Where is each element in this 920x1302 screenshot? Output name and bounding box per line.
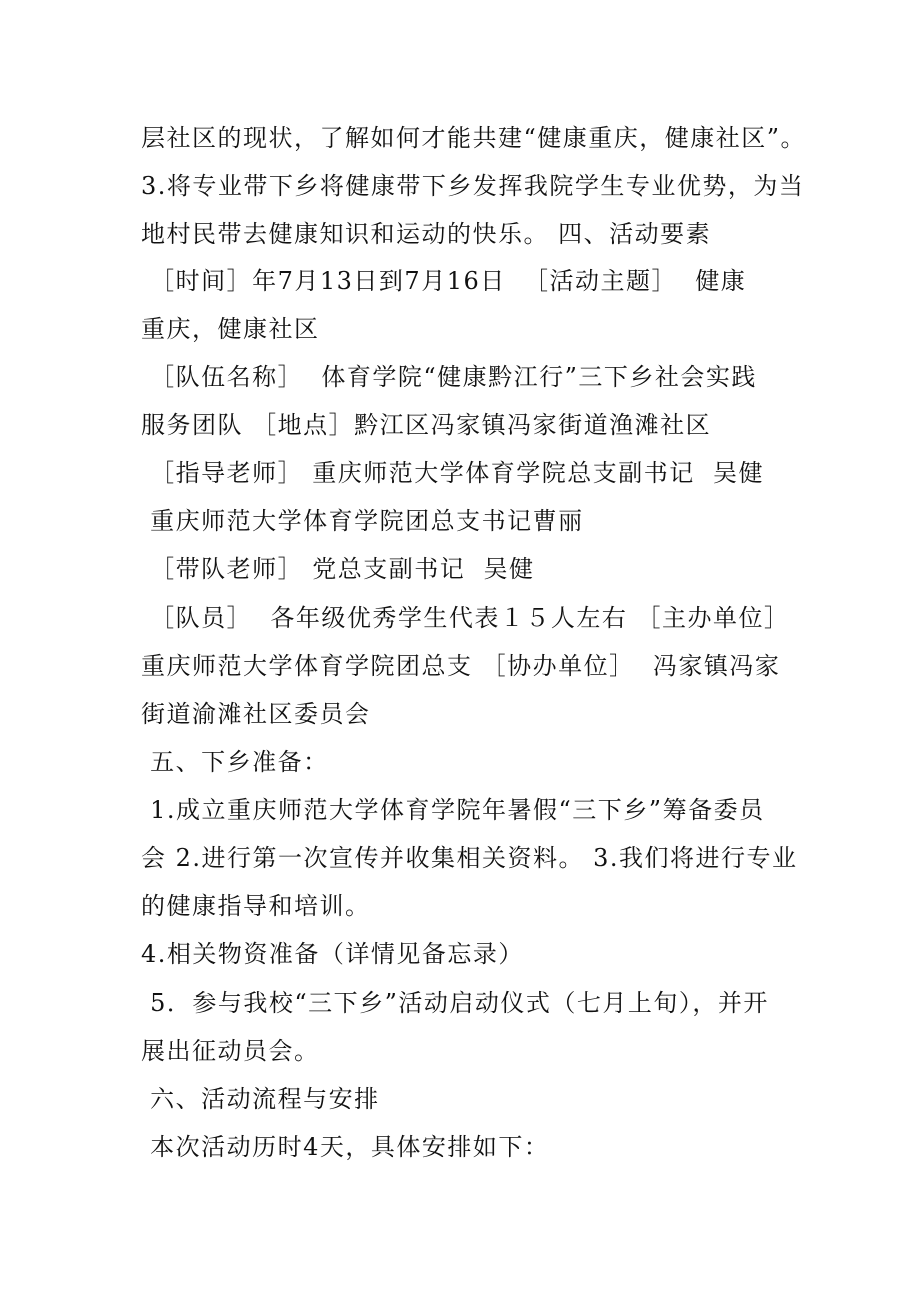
text-line: 重庆师范大学体育学院团总支书记曹丽 xyxy=(141,507,584,535)
text-line: ［带队老师］ 党总支副书记 吴健 xyxy=(141,555,535,583)
text-line: ［队员］ 各年级优秀学生代表１５人左右 ［主办单位］ xyxy=(141,604,790,632)
text-line: 重庆，健康社区 xyxy=(141,315,320,343)
text-line: 本次活动历时4天，具体安排如下： xyxy=(141,1133,550,1161)
text-line: 3.将专业带下乡将健康带下乡发挥我院学生专业优势，为当 xyxy=(141,172,805,200)
text-line: 4.相关物资准备（详情见备忘录） xyxy=(141,940,524,968)
text-line: 展出征动员会。 xyxy=(141,1037,320,1065)
text-line: ［时间］年7月13日到7月16日 ［活动主题］ 健康 xyxy=(141,267,747,295)
text-line: 服务团队 ［地点］黔江区冯家镇冯家街道渔滩社区 xyxy=(141,411,712,439)
text-line: 会 2.进行第一次宣传并收集相关资料。 3.我们将进行专业 xyxy=(141,844,798,872)
section-heading: 五、下乡准备： xyxy=(141,748,329,776)
text-line: 重庆师范大学体育学院团总支 ［协办单位］ 冯家镇冯家 xyxy=(141,652,781,680)
text-line: 地村民带去健康知识和运动的快乐。 四、活动要素 xyxy=(141,220,712,248)
text-line: 5．参与我校“三下乡”活动启动仪式（七月上旬），并开 xyxy=(141,989,769,1017)
text-line: 街道渝滩社区委员会 xyxy=(141,700,371,728)
text-line: 层社区的现状，了解如何才能共建“健康重庆，健康社区”。 xyxy=(141,124,807,152)
text-line: 1.成立重庆师范大学体育学院年暑假“三下乡”筹备委员 xyxy=(141,796,765,824)
text-line: ［队伍名称］ 体育学院“健康黔江行”三下乡社会实践 xyxy=(141,363,757,391)
text-line: ［指导老师］ 重庆师范大学体育学院总支副书记 吴健 xyxy=(141,459,765,487)
text-line: 的健康指导和培训。 xyxy=(141,892,371,920)
section-heading: 六、活动流程与安排 xyxy=(141,1085,380,1113)
